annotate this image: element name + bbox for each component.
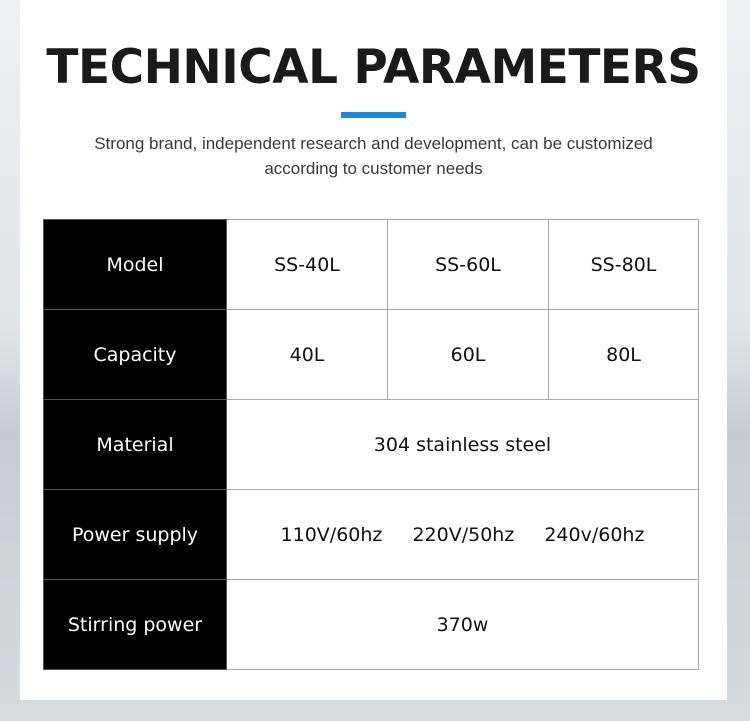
power-supply-value-2: 220V/50hz xyxy=(412,523,515,546)
power-supply-value-3: 240v/60hz xyxy=(544,523,645,546)
page-title: TECHNICAL PARAMETERS xyxy=(46,40,701,95)
table-row-capacity xyxy=(44,310,699,400)
row-label-material: Material xyxy=(44,400,227,490)
capacity-value-3: 80L xyxy=(549,310,699,400)
row-label-model: Model xyxy=(44,220,227,310)
power-supply-value-1: 110V/60hz xyxy=(280,523,383,546)
material-value: 304 stainless steel xyxy=(227,400,699,490)
row-label-power-supply: Power supply xyxy=(44,490,227,580)
model-value-1: SS-40L xyxy=(227,220,388,310)
power-supply-values xyxy=(227,490,699,580)
title-underline xyxy=(341,112,406,118)
model-value-2: SS-60L xyxy=(388,220,549,310)
table-row-model xyxy=(44,220,699,310)
table-row-power-supply xyxy=(44,490,699,580)
model-value-3: SS-80L xyxy=(549,220,699,310)
page-subtitle xyxy=(80,131,667,181)
row-label-capacity: Capacity xyxy=(44,310,227,400)
table-row-stirring-power xyxy=(44,580,699,670)
capacity-value-2: 60L xyxy=(388,310,549,400)
subtitle-line-2: according to customer needs xyxy=(264,159,483,178)
capacity-value-1: 40L xyxy=(227,310,388,400)
parameters-table xyxy=(43,219,699,670)
table-row-material xyxy=(44,400,699,490)
row-label-stirring-power: Stirring power xyxy=(44,580,227,670)
content-card xyxy=(20,0,727,700)
stirring-power-value: 370w xyxy=(227,580,699,670)
subtitle-line-1: Strong brand, independent research and development, can be customized xyxy=(94,134,653,153)
